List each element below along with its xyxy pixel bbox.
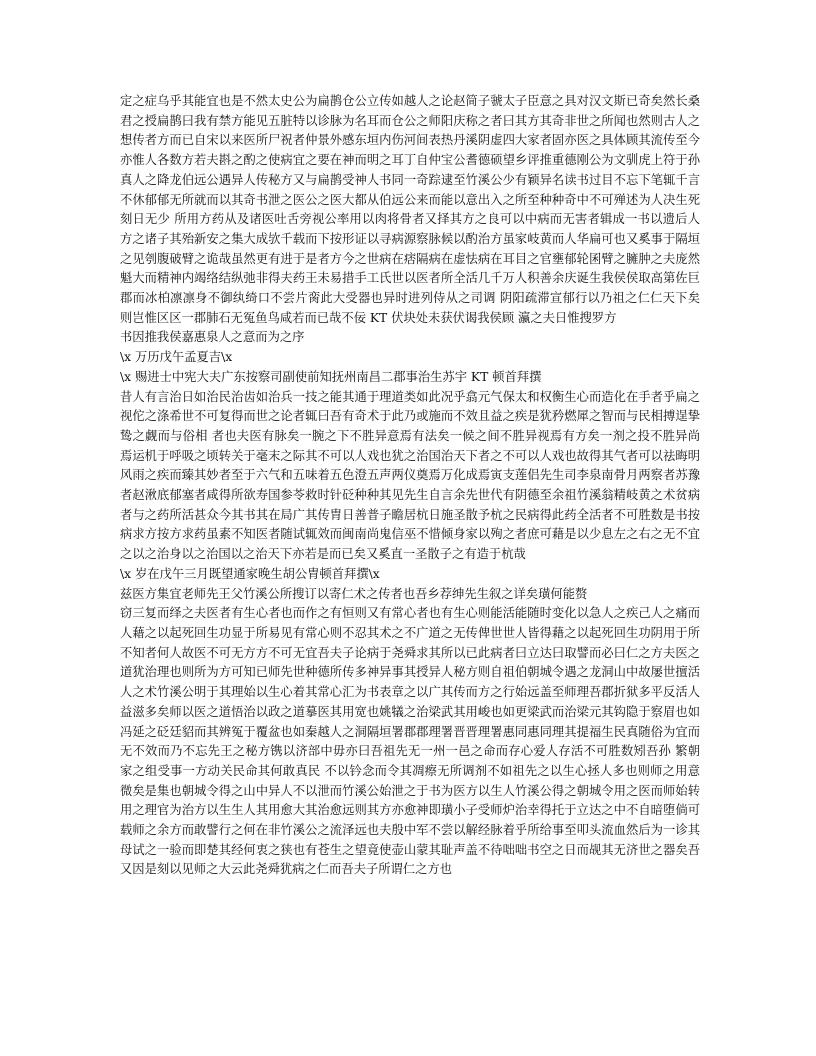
third-preface-opening-line: 兹医方集宜老师先王父竹溪公所搜订以寄仁术之传者也吾乡荐绅先生叙之详矣璜何能赘 bbox=[120, 586, 588, 601]
third-preface-paragraph: 窃三复而绎之夫医者有生心者也而作之有恒则又有常心者也有生心则能活能随时变化以急人之疾己人之痛而人藉之以起死回生功显于所易见有常心则不忍其术之不广道之无传俾世世人皆得藉之以起死回生功阴用于所不知者何人故医不可无方方不可无宜吾夫子论病于尧舜求其所以已此病者曰立达曰取譬而必曰仁之方夫医之道犹治理也则所为方可知已师先世种德所传多神异事其授异人秘方则自祖伯朝城令遇之龙洞山中故屡世擅活人之术竹溪公明于其理始以生心着其常心汇为书表章之以广其传而方之行始远盖至师理吾郡折狱多平反活人益滋多矣师以医之道悟治以政之道摹医其用宽也姚犠之治梁武其用峻也如更梁武而治梁元其钩隐于察眉也如冯延之砭廷貂而其辨冤于覆盆也如秦越人之洞隔垣署郡郡理署晋晋理署惠同惠同理其提福生民真随俗为宜而无不效而乃不忘先王之秘方镌以济部中毋亦曰吾祖先无一州一邑之命而存心爱人存活不可胜数矧吾孙 繁朝家之组受事一方动关民命其何敢真民 不以钤念而令其凋瘵无所调剂不如祖先之以生心拯人多也则师之用意微矣是集也朝城令得之山中异人不以泄而竹溪公始泄之于书为医方以生人竹溪公得之朝城令用之医而师始转用之理官为治方以生生人其用愈大其治愈远则其方亦愈神即璜小子受师炉治幸得托于立达之中不自暗堕倘可载师之余方而敢譬行之何在非竹溪公之流泽远也夫殷中军不尝以解经脉着乎所给事至叩头流血然后为一诊其母试之一验而即楚其经何衷之狭也有苍生之望竟使壶山蒙其耻声盖不待咄咄书空之日而觇其无济世之器矣吾又因是刻以见师之大云此尧舜犹病之仁而吾夫子所谓仁之方也 bbox=[120, 606, 700, 877]
document-page bbox=[120, 92, 700, 880]
preface-paragraph-main: 定之症乌乎其能宜也是不然太史公为扁鹊仓公立传如越人之论赵简子虢太子臣意之具对汉文斯已奇矣然长桑君之授扁鹊曰我有禁方能见五脏特以诊脉为名耳而仓公之师阳庆称之者曰其方其奇非世之所闻也然则古人之想传者方而已自宋以来医所尸祝者仲景外感东垣内伤河间表热丹溪阴虚四大家者固亦医之具体顾其流传至今亦惟人各数方若夫斟之酌之使病宜之要在神而明之耳丁自仲宝公耆德硕望乡评推重德刚公为文驯虎上符于孙真人之降龙伯远公遇异人传秘方又与扁鹊受神人书同一奇踪逮至竹溪公少有颖异名读书过目不忘下笔辄千言不休郁郁无所就而以其奇书泄之医公之医大都从伯远公来而能以意出入之所至种种奇中不可殚述为人决生死刻日无少 所用方药从及诸医吐舌旁视公率用以肉将骨者又择其方之良可以中病而无害者辑成一书以遗后人方之诸子其殆新安之集大成欤千载而下按形证以寻病源察脉候以酌治方虽家岐黄而人华扁可也又奚事于隔垣之见刳腹破臂之诡哉虽然更有进于是者方今之世病在痞隔病在虚怯病在耳目之官壅郁轮囷臂之臃肿之夫庞然魁大而精神内竭络结纵弛非得夫药王未易措手工氏世以医者所全活几千万人积善余庆诞生我侯侯取高第佐巨郡而冰柏凛凛身不御纨绮口不尝片脔此大受器也异时进列侍从之司调 阴阳疏滞宣郁行以乃祖之仁仁天下矣则岂惟区区一郡肺石无冤鱼鸟咸若而已哉不佞 KT 伏块处未获伏谒我侯顾 瀛之夫日惟搜罗方 bbox=[120, 94, 700, 325]
second-preface-paragraph: 昔人有言治日如治民治齿如治兵一技之能其通于理道类如此况乎翕元气保太和权衡生心而造化在手者乎扁之视佗之涤希世不可复得而世之论者辄曰吾有奇术于此乃或施而不效且益之疾是犹矜燃犀之智而与民相搏逞挚鸷之觑而与俗相 者也夫医有脉矣一腕之下不胜异意焉有法矣一候之间不胜异视焉有方矣一剂之投不胜异尚焉运机于呼吸之顷转关于毫末之际其不可以人戏也犹之治国治天下者之不可以人戏也故得其气者可以祛晦明风雨之疾而臻其妙者至于六气和五味着五色澄五声两仪奠焉万化成焉寅支莲侣先生司李泉南骨月两察者苏豫者赵湫底郁塞者咸得所欲寿国参苓救时针砭种种其见先生自言余先世代有阴德至余祖竹溪翁精岐黄之术贫病者与之药所活甚众今其书其在局广其传胄日善普子瞻居杭日施圣散予杭之民病得此药全活者不可胜数是书按病求方按方求药虽素不知医者随试辄效而闽南尚鬼信巫不惜倾身家以殉之者庶可藉是以少息左之右之无不宜之以之治身以之治国以之治天下亦若是而已矣又奚直一圣散子之有造于杭哉 bbox=[120, 389, 700, 562]
preface-author-line: \x 赐进士中宪大夫广东按察司副使前知抚州南昌二郡事治生苏宇 KT 顿首拜撰 bbox=[120, 369, 542, 384]
second-preface-author-line: \x 岁在戊午三月既望通家晚生胡公胄顿首拜撰\x bbox=[120, 566, 380, 581]
preface-closing-line: 书因推我侯嘉惠泉人之意而为之序 bbox=[120, 330, 305, 345]
preface-date-line: \x 万历戊午孟夏吉\x bbox=[120, 350, 233, 365]
